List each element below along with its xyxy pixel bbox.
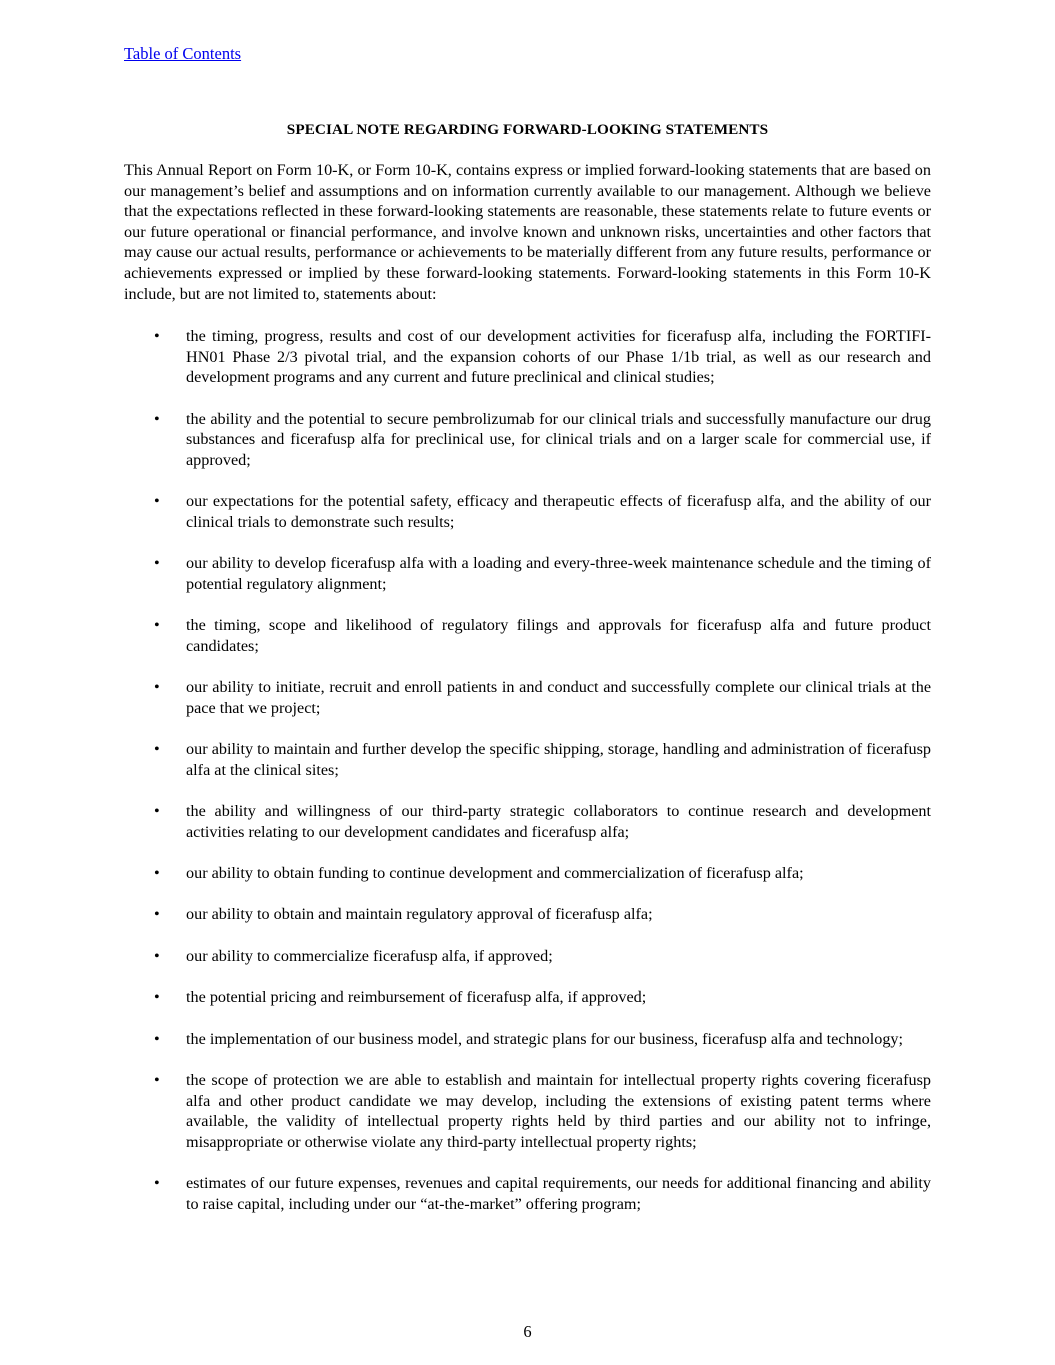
list-item [124,615,931,656]
table-of-contents-link[interactable]: Table of Contents [124,44,242,63]
list-item-text: the timing, scope and likelihood of regulatory filings and approvals for ficerafusp alfa and future product candidates; [186,616,931,655]
list-item [124,409,931,471]
page-number: 6 [523,1322,532,1341]
list-item [124,904,931,925]
bullet-icon: • [154,988,160,1007]
list-item-text: our expectations for the potential safety, efficacy and therapeutic effects of ficerafusp alfa, and the ability of our clinical trials to demonstrate such results; [186,492,931,531]
list-item [124,491,931,532]
bullet-icon: • [154,492,160,511]
list-item [124,801,931,842]
list-item-text: the potential pricing and reimbursement of ficerafusp alfa, if approved; [186,988,647,1007]
list-item-text: our ability to maintain and further develop the specific shipping, storage, handling and administration of ficerafusp alfa at the clinical sites; [186,740,931,779]
bullet-icon: • [154,616,160,635]
intro-paragraph: This Annual Report on Form 10-K, or Form 10-K, contains express or implied forward-looking statements that are based on our management’s belief and assumptions and on information currently available to our management. Although we believe that the expectations reflected in these forward-looking statements are reasonable, these statements relate to future events or our future operational or financial performance, and involve known and unknown risks, uncertainties and other factors that may cause our actual results, performance or achievements to be materially different from any future results, performance or achievements expressed or implied by these forward-looking statements. Forward-looking statements in this Form 10-K include, but are not limited to, statements about: [124,161,931,303]
list-item [124,553,931,594]
list-item [124,1070,931,1152]
list-item [124,677,931,718]
list-item-text: the timing, progress, results and cost of our development activities for ficerafusp alfa, including the FORTIFI-HN01 Phase 2/3 pivotal trial, and the expansion cohorts of our Phase 1/1b trial, as well as our research and development programs and any current and future preclinical and clinical studies; [186,327,931,387]
list-item [124,1029,931,1050]
list-item-text: our ability to commercialize ficerafusp alfa, if approved; [186,946,553,965]
bullet-icon: • [154,946,160,965]
list-item-text: our ability to initiate, recruit and enroll patients in and conduct and successfully complete our clinical trials at the pace that we project; [186,678,931,717]
list-item-text: the scope of protection we are able to establish and maintain for intellectual property rights covering ficerafusp alfa and other product candidate we may develop, including the extensions of existing patent terms where available, the validity of intellectual property rights held by third parties and our ability not to infringe, misappropriate or otherwise violate any third-party intellectual property rights; [186,1071,931,1151]
bullet-icon: • [154,905,160,924]
bullet-icon: • [154,327,160,345]
list-item-text: our ability to develop ficerafusp alfa with a loading and every-three-week maintenance schedule and the timing of potential regulatory alignment; [186,554,931,593]
bullet-icon: • [154,1071,160,1090]
section-heading: SPECIAL NOTE REGARDING FORWARD-LOOKING STATEMENTS [286,121,769,138]
list-item-text: estimates of our future expenses, revenues and capital requirements, our needs for additional financing and ability to raise capital, including under our “at-the-market” offering program; [186,1174,931,1213]
bullet-icon: • [154,802,160,821]
bullet-icon: • [154,409,160,428]
list-item [124,987,931,1008]
list-item [124,946,931,967]
list-item [124,739,931,780]
list-item-text: the implementation of our business model, and strategic plans for our business, ficerafusp alfa and technology; [186,1029,904,1048]
list-item-text: the ability and the potential to secure pembrolizumab for our clinical trials and successfully manufacture our drug substances and ficerafusp alfa for preclinical use, for clinical trials and on a larger scale for commercial use, if approved; [186,409,931,469]
bullet-icon: • [154,554,160,573]
bullet-icon: • [154,864,160,883]
list-item-text: our ability to obtain and maintain regulatory approval of ficerafusp alfa; [186,905,653,924]
list-item [124,863,931,884]
forward-looking-statements-list [124,326,931,1235]
list-item-text: our ability to obtain funding to continue development and commercialization of ficerafusp alfa; [186,864,804,883]
list-item [124,326,931,388]
bullet-icon: • [154,1029,160,1048]
list-item [124,1173,931,1214]
bullet-icon: • [154,1174,160,1193]
list-item-text: the ability and willingness of our third-party strategic collaborators to continue research and development activities relating to our development candidates and ficerafusp alfa; [186,802,931,841]
bullet-icon: • [154,678,160,697]
bullet-icon: • [154,740,160,759]
